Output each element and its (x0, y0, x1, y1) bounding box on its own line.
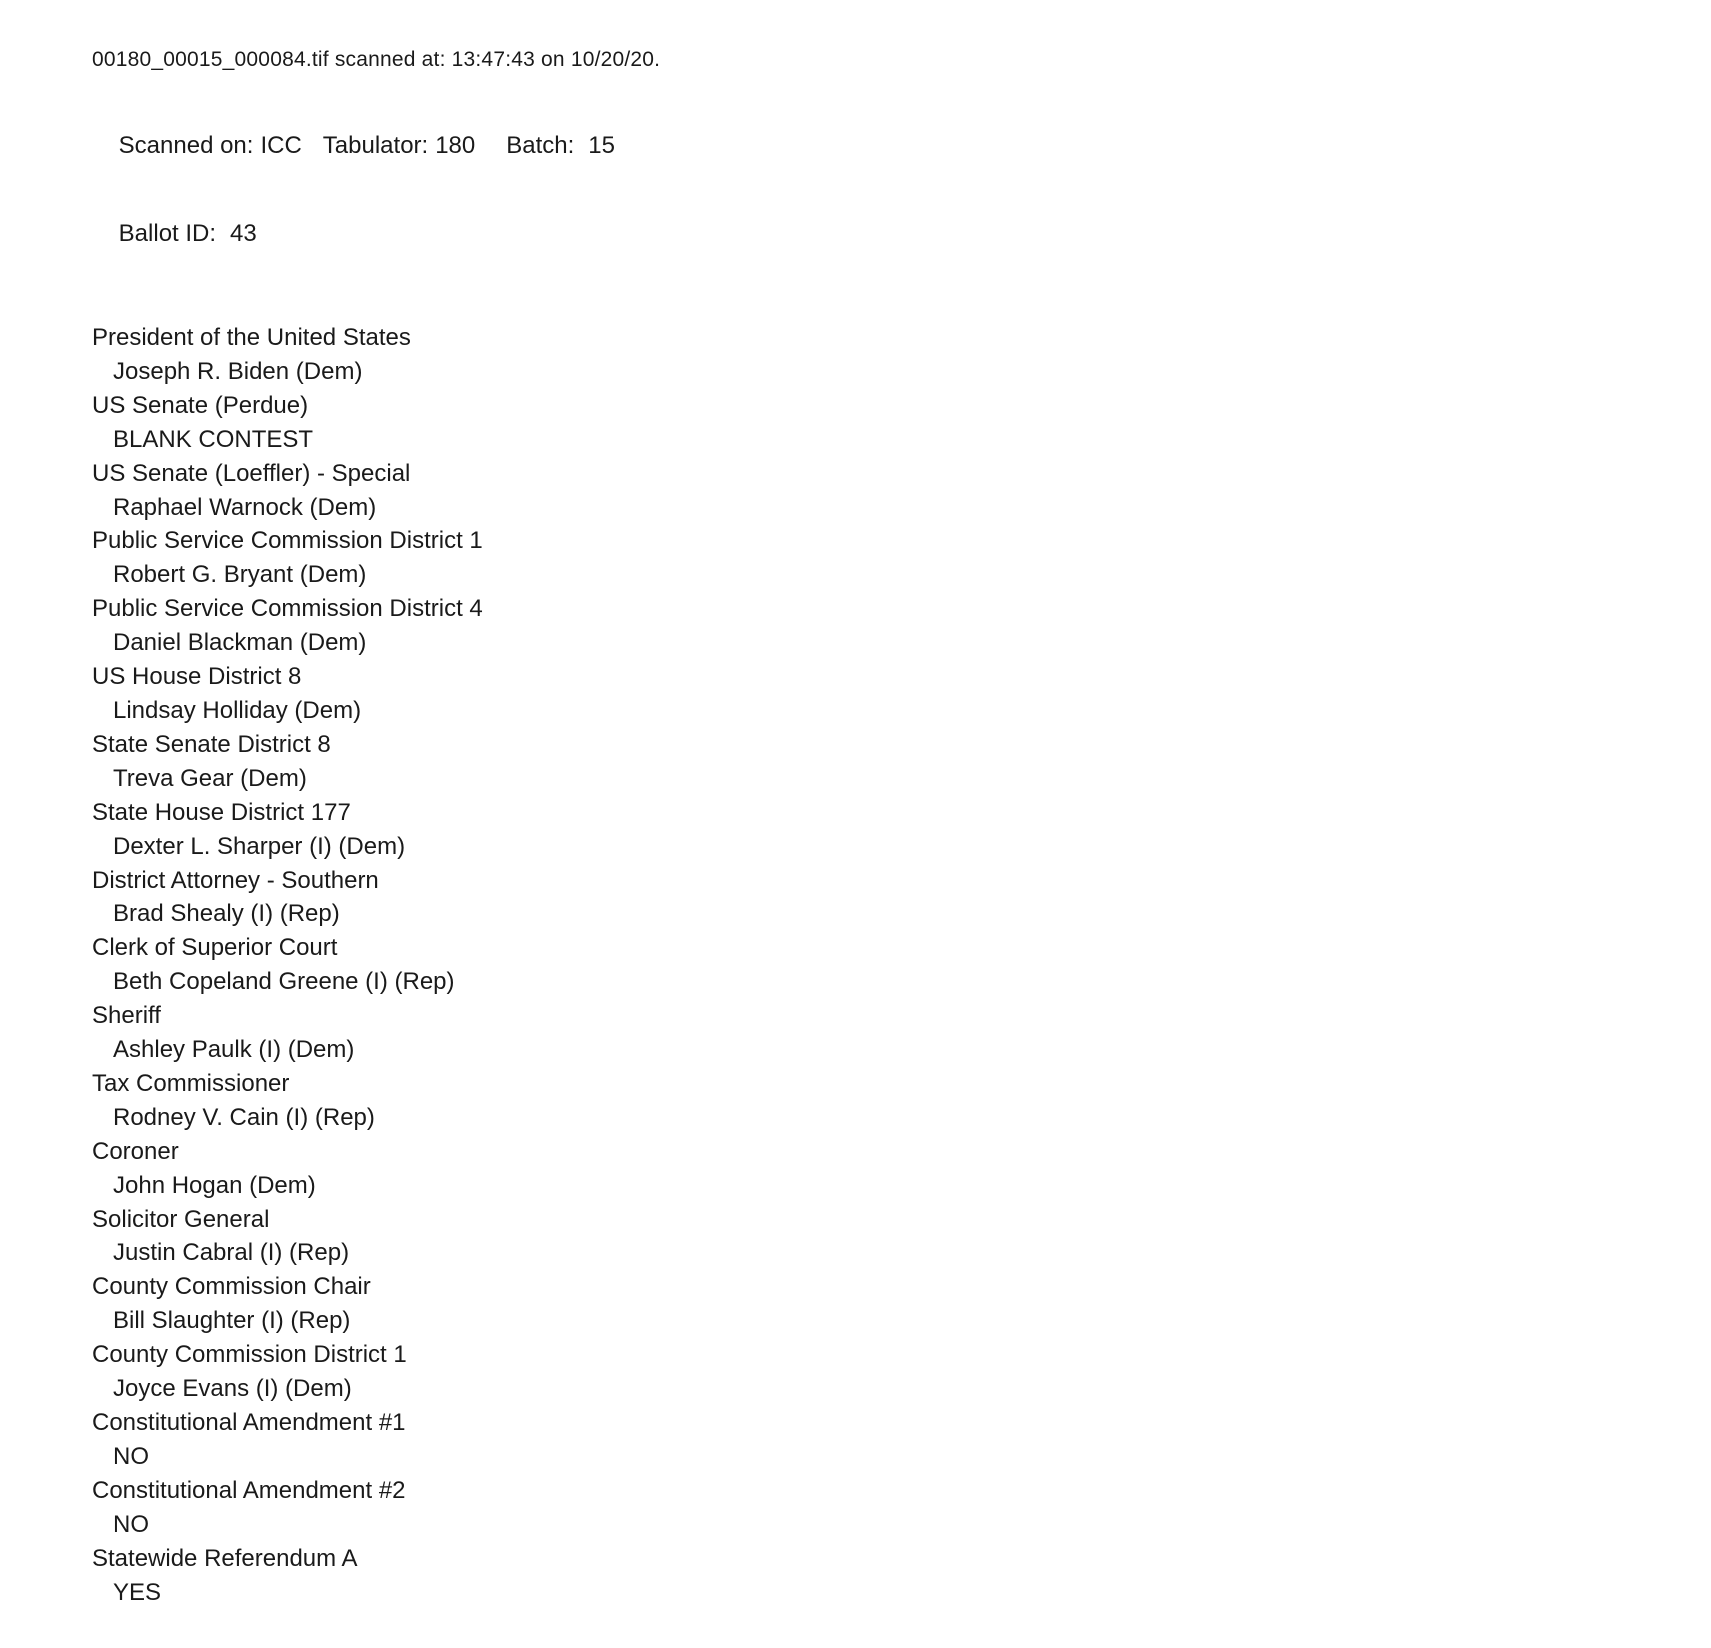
contest-title: State Senate District 8 (92, 730, 331, 758)
ballot-id-value: 43 (230, 220, 257, 247)
contest-selection: Raphael Warnock (Dem) (113, 493, 377, 521)
contest-row (92, 592, 1671, 660)
contest-row (92, 660, 1671, 728)
contest-title: Statewide Referendum A (92, 1544, 358, 1572)
contest-row (92, 1474, 1671, 1542)
batch-label: Batch: (506, 132, 575, 159)
contest-selection: John Hogan (Dem) (113, 1171, 316, 1199)
scanned-on-field (119, 133, 302, 159)
contest-title: Clerk of Superior Court (92, 934, 338, 962)
contest-title: US Senate (Loeffler) - Special (92, 459, 411, 487)
contest-row (92, 1338, 1671, 1406)
contest-selection: NO (113, 1510, 149, 1538)
tabulator-label: Tabulator: (322, 132, 429, 159)
ballot-id-field (119, 221, 257, 247)
tabulator-field (323, 133, 475, 159)
ballot-id-line (92, 195, 1671, 273)
contest-row (92, 1406, 1671, 1474)
contest-title: County Commission Chair (92, 1273, 371, 1301)
contest-list (92, 321, 1671, 1609)
contest-selection: Lindsay Holliday (Dem) (113, 696, 362, 724)
scan-meta-line (92, 107, 1671, 185)
contest-selection: Rodney V. Cain (I) (Rep) (113, 1103, 375, 1131)
contest-row (92, 931, 1671, 999)
contest-row (92, 728, 1671, 796)
contest-row (92, 524, 1671, 592)
contest-title: Sheriff (92, 1002, 161, 1030)
tabulator-value: 180 (435, 132, 476, 159)
contest-selection: Brad Shealy (I) (Rep) (113, 900, 340, 928)
contest-title: Tax Commissioner (92, 1069, 290, 1097)
contest-title: Public Service Commission District 1 (92, 527, 483, 555)
contest-selection: Daniel Blackman (Dem) (113, 629, 367, 657)
contest-row (92, 999, 1671, 1067)
contest-title: President of the United States (92, 324, 411, 351)
scanned-on-label: Scanned on: (118, 132, 254, 159)
contest-selection: Joyce Evans (I) (Dem) (113, 1375, 352, 1403)
contest-title: Public Service Commission District 4 (92, 595, 483, 623)
contest-row (92, 864, 1671, 932)
contest-selection: Robert G. Bryant (Dem) (113, 561, 367, 589)
contest-row (92, 1135, 1671, 1203)
contest-title: US House District 8 (92, 663, 302, 691)
contest-selection: BLANK CONTEST (113, 425, 314, 453)
contest-selection: Bill Slaughter (I) (Rep) (113, 1307, 351, 1335)
contest-title: US Senate (Perdue) (92, 391, 309, 419)
contest-row (92, 1270, 1671, 1338)
ballot-id-label: Ballot ID: (118, 220, 217, 247)
scanned-on-value: ICC (260, 132, 302, 159)
batch-field (506, 133, 615, 159)
contest-row (92, 321, 1671, 389)
contest-selection: Joseph R. Biden (Dem) (113, 357, 363, 385)
contest-title: Coroner (92, 1137, 179, 1165)
contest-selection: Beth Copeland Greene (I) (Rep) (113, 968, 455, 996)
contest-row (92, 1542, 1671, 1610)
contest-selection: NO (113, 1442, 149, 1470)
contest-row (92, 457, 1671, 525)
contest-selection: Treva Gear (Dem) (113, 764, 307, 792)
scan-filename-line: 00180_00015_000084.tif scanned at: 13:47:43 on 10/20/20. (92, 48, 661, 71)
contest-title: District Attorney - Southern (92, 866, 379, 894)
contest-title: County Commission District 1 (92, 1341, 407, 1369)
contest-row (92, 389, 1671, 457)
contest-row (92, 796, 1671, 864)
contest-selection: Ashley Paulk (I) (Dem) (113, 1036, 355, 1064)
contest-selection: Dexter L. Sharper (I) (Dem) (113, 832, 406, 860)
contest-title: State House District 177 (92, 798, 351, 826)
contest-title: Constitutional Amendment #2 (92, 1476, 406, 1504)
contest-row (92, 1067, 1671, 1135)
contest-title: Constitutional Amendment #1 (92, 1409, 406, 1436)
batch-value: 15 (588, 132, 615, 159)
contest-selection: Justin Cabral (I) (Rep) (113, 1239, 350, 1267)
contest-selection: YES (113, 1578, 162, 1606)
contest-row (92, 1203, 1671, 1271)
contest-title: Solicitor General (92, 1205, 270, 1233)
